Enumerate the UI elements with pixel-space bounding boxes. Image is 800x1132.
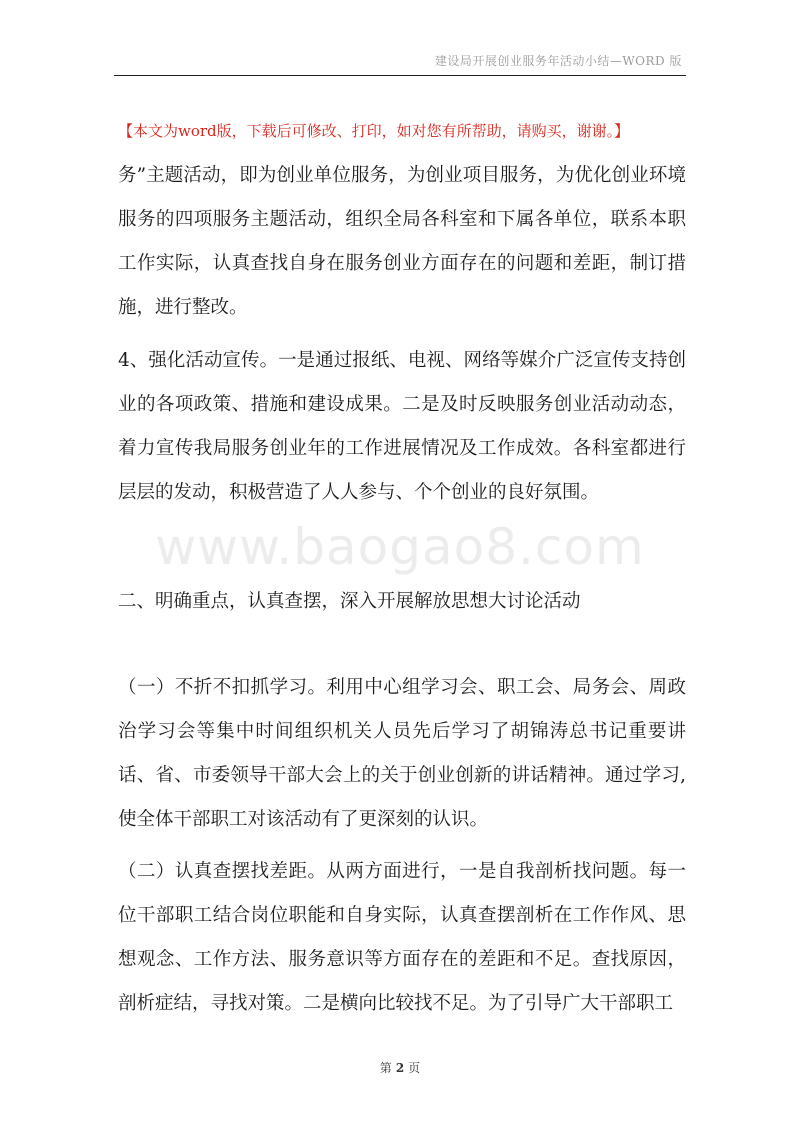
- paragraph-service-themes: 务”主题活动，即为创业单位服务，为创业项目服务，为优化创业环境服务的四项服务主题活动，组织全局各科室和下属各单位，联系本职工作实际，认真查找自身在服务创业方面存在的问题和差距，制订措施，进行整改。: [118, 165, 686, 318]
- paragraph-study: （一）不折不扣抓学习。利用中心组学习会、职工会、局务会、周政治学习会等集中时间组织机关人员先后学习了胡锦涛总书记重要讲话、省、市委领导干部大会上的关于创业创新的讲话精神。通过学习,使全体干部职工对该活动有了更深刻的认识。: [118, 677, 686, 830]
- page-footer: [0, 1059, 800, 1076]
- section-heading-2: 二、明确重点，认真查摆，深入开展解放思想大讨论活动: [118, 591, 581, 612]
- page-number-suffix: 页: [408, 1061, 421, 1075]
- page-header-title: 建设局开展创业服务年活动小结—WORD 版: [434, 54, 682, 68]
- page-number-prefix: 第: [379, 1061, 392, 1075]
- page-number: 2: [395, 1061, 405, 1075]
- watermark: www.baogao8.com: [155, 518, 645, 576]
- paragraph-publicity: 4、强化活动宣传。一是通过报纸、电视、网络等媒介广泛宣传支持创业的各项政策、措施和建设成果。二是及时反映服务创业活动动态，着力宣传我局服务创业年的工作进展情况及工作成效。各科室都进行层层的发动，积极营造了人人参与、个个创业的良好氛围。: [118, 350, 686, 503]
- download-notice: 【本文为word版，下载后可修改、打印，如对您有所帮助，请购买，谢谢。】: [118, 122, 630, 140]
- paragraph-find-gaps: （二）认真查摆找差距。从两方面进行，一是自我剖析找问题。每一位干部职工结合岗位职能和自身实际，认真查摆剖析在工作作风、思想观念、工作方法、服务意识等方面存在的差距和不足。查找原因，剖析症结，寻找对策。二是横向比较找不足。为了引导广大干部职工: [118, 861, 686, 1014]
- header-divider: [114, 75, 686, 76]
